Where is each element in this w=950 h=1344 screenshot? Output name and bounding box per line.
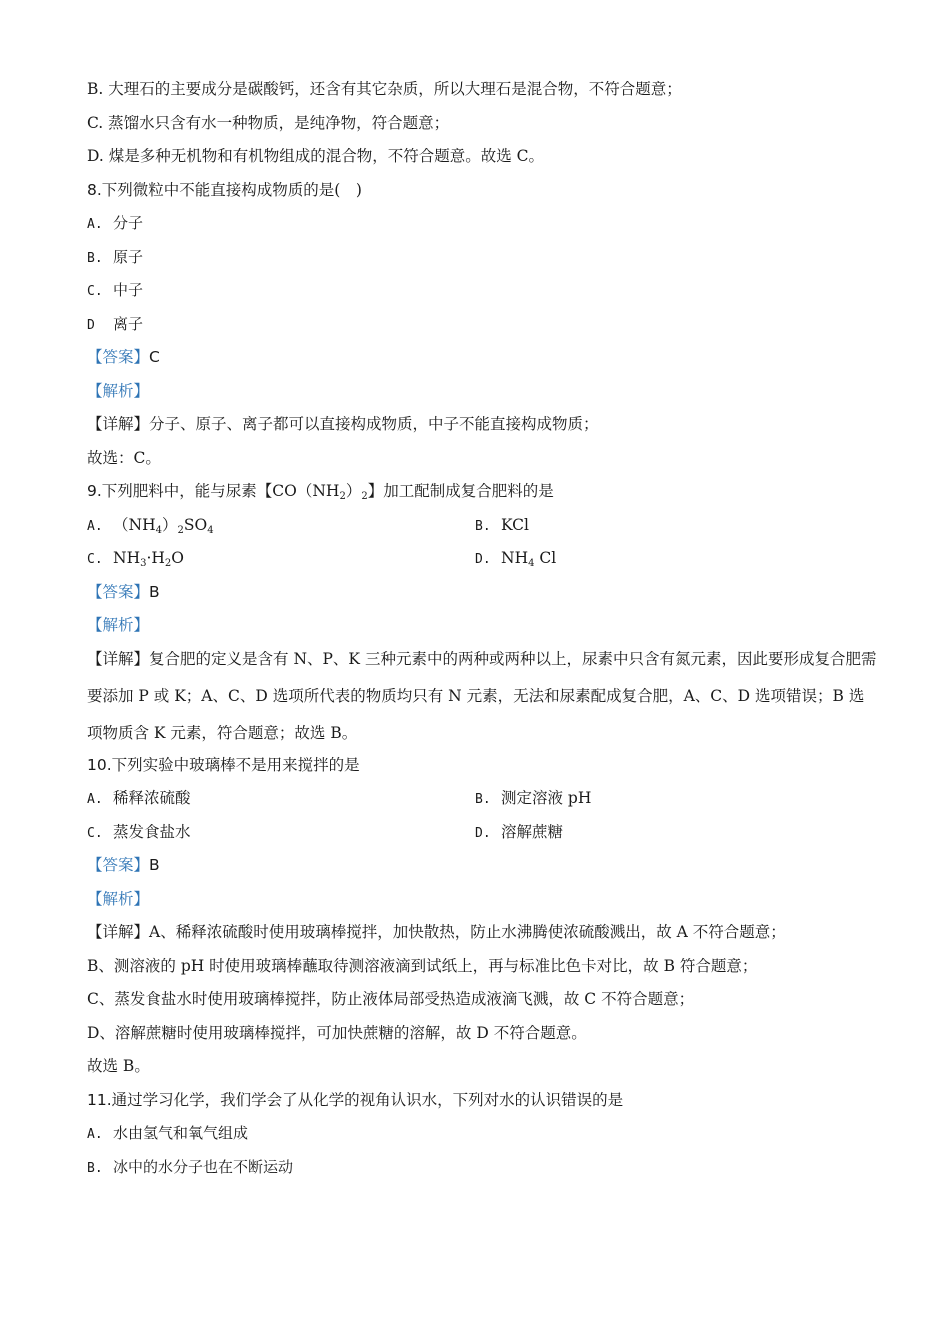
q8-stem [87,179,877,201]
q11-option-a-letter: A. [87,1127,103,1142]
q8-option-c-letter: C. [87,284,103,299]
q9-stem-sub-1: 2 [339,491,346,502]
q9-answer [87,581,877,603]
q9-stem-part-a: 下列肥料中，能与尿素【CO（NH [101,482,340,500]
q9-option-b-text: KCl [501,515,529,534]
q10-detail-d: D、溶解蔗糖时使用玻璃棒搅拌，可加快蔗糖的溶解，故 D 不符合题意。 [87,1023,587,1042]
q11-option-a-text: 水由氢气和氧气组成 [113,1124,249,1142]
q9-stem-part-c: 】加工配制成复合肥料的是 [367,482,554,500]
q11-option-b-text: 冰中的水分子也在不断运动 [113,1157,294,1176]
q8-option-b-text: 原子 [113,247,144,266]
q9-option-c-part-1: NH [113,549,141,567]
q10-options-row-1 [87,787,877,809]
q9-option-d-sub-1: 4 [528,558,535,569]
q10-option-d [475,821,863,843]
q8-option-a-letter: A. [87,217,103,232]
q10-stem-text: 下列实验中玻璃棒不是用来搅拌的是 [111,755,360,774]
q8-detail-text: 分子、原子、离子都可以直接构成物质，中子不能直接构成物质； [149,415,599,433]
q10-detail-c: C、蒸发食盐水时使用玻璃棒搅拌，防止液体局部受热造成液滴飞溅，故 C 不符合题意； [87,990,695,1008]
q9-options-row-1 [87,514,877,536]
q8-answer [87,346,877,368]
q11-number: 11. [87,1090,112,1109]
q9-option-c-sub-2: 2 [164,558,172,569]
q9-option-a-part-3: SO [183,515,208,534]
q10-option-c [87,821,475,843]
q10-option-d-text: 溶解蔗糖 [501,822,564,841]
q10-analysis [87,888,877,910]
q10-option-d-letter: D. [475,825,491,841]
q9-detail-tag: 【详解】 [87,649,150,668]
q8-answer-value: C [149,348,160,366]
q8-option-b-letter: B. [87,250,103,266]
q11-stem [87,1089,877,1111]
q10-stem [87,754,877,776]
q8-option-c [87,279,877,301]
q9-option-b [475,514,863,536]
prev-analysis-d: D. 煤是多种无机物和有机物组成的混合物，不符合题意。故选 C。 [87,147,545,165]
q8-conclusion: 故选：C。 [87,448,161,467]
q10-option-a-letter: A. [87,792,103,807]
q10-option-b [475,787,863,809]
q9-option-d-part-1: NH [501,549,529,567]
q9-option-a-sub-1: 4 [155,524,162,536]
q9-option-d [475,547,863,569]
q8-number: 8. [87,180,102,199]
q9-detail [87,641,877,752]
q10-option-c-letter: C. [87,825,103,841]
q9-answer-tag: 【答案】 [87,582,150,601]
q10-option-c-text: 蒸发食盐水 [113,822,191,841]
q8-option-b [87,246,877,268]
q8-stem-text: 下列微粒中不能直接构成物质的是( ) [101,180,362,199]
q10-answer [87,854,877,876]
q8-option-a-text: 分子 [113,214,144,232]
q9-option-b-letter: B. [475,518,491,534]
q9-option-a-letter: A. [87,518,103,534]
q10-option-a [87,787,475,809]
q10-options-row-2 [87,821,877,843]
q11-option-a [87,1122,877,1144]
q9-option-d-letter: D. [475,552,491,567]
q10-detail-a-text: A、稀释浓硫酸时使用玻璃棒搅拌，加快散热，防止水沸腾使浓硫酸溅出，故 A 不符合题意； [149,923,786,941]
q8-option-a [87,212,877,234]
q10-option-a-text: 稀释浓硫酸 [113,789,191,807]
q8-answer-tag: 【答案】 [87,348,150,366]
q9-analysis [87,614,877,636]
q10-detail-b: B、测溶液的 pH 时使用玻璃棒蘸取待测溶液滴到试纸上，再与标准比色卡对比，故 B 符合题意； [87,956,758,975]
q11-option-b-letter: B. [87,1160,103,1176]
q10-detail-tag: 【详解】 [87,923,150,941]
q9-stem-part-b: ） [345,482,362,500]
q10-option-b-letter: B. [475,792,491,807]
q10-conclusion: 故选 B。 [87,1057,150,1075]
q9-stem-sub-2: 2 [361,491,368,502]
q9-option-c-sub-1: 3 [140,558,147,569]
q10-detail-a [87,921,877,943]
q9-detail-text: 复合肥的定义是含有 N、P、K 三种元素中的两种或两种以上，尿素中只含有氮元素，因此要形成复合肥需要添加 P 或 K；A、C、D 选项所代表的物质均只有 N 元素，无法和尿素配成复合肥，A、C、D 选项错误；B 选项物质含 K 元素，符合题意；故选 B。 [87,649,877,742]
q10-analysis-tag: 【解析】 [87,889,150,908]
q8-option-d [87,313,877,335]
q9-option-c-part-3: O [171,549,185,567]
q10-answer-tag: 【答案】 [87,856,150,874]
q11-stem-text: 通过学习化学，我们学会了从化学的视角认识水，下列对水的认识错误的是 [111,1090,624,1109]
q9-stem [87,480,877,502]
q9-options-row-2 [87,547,877,569]
q9-option-a [87,514,475,536]
q9-option-a-part-1: （NH [113,515,156,534]
q10-number: 10. [87,755,112,774]
q9-option-d-part-2: Cl [534,549,557,567]
q8-option-d-letter: D [87,317,95,333]
q9-option-c [87,547,475,569]
q10-option-b-text: 测定溶液 pH [501,789,592,807]
q8-detail [87,413,877,435]
q8-analysis [87,380,877,402]
q8-option-d-text: 离子 [113,314,144,333]
prev-analysis-c: C. 蒸馏水只含有水一种物质，是纯净物，符合题意； [87,113,450,132]
q9-analysis-tag: 【解析】 [87,616,150,634]
q8-detail-tag: 【详解】 [87,415,150,433]
q8-analysis-tag: 【解析】 [87,381,150,400]
q9-option-a-sub-2: 2 [177,524,184,536]
q8-option-c-text: 中子 [113,281,144,299]
q9-option-a-sub-3: 4 [207,524,214,536]
q11-option-b [87,1156,877,1178]
q9-option-c-letter: C. [87,552,103,567]
q9-number: 9. [87,482,102,500]
q9-option-a-part-2: ） [161,515,178,534]
q10-answer-value: B [149,856,160,874]
document-page [87,78,877,1189]
q9-option-c-part-2: ·H [146,549,165,567]
prev-analysis-b: B. 大理石的主要成分是碳酸钙，还含有其它杂质，所以大理石是混合物，不符合题意； [87,80,682,98]
q9-answer-value: B [149,582,160,601]
